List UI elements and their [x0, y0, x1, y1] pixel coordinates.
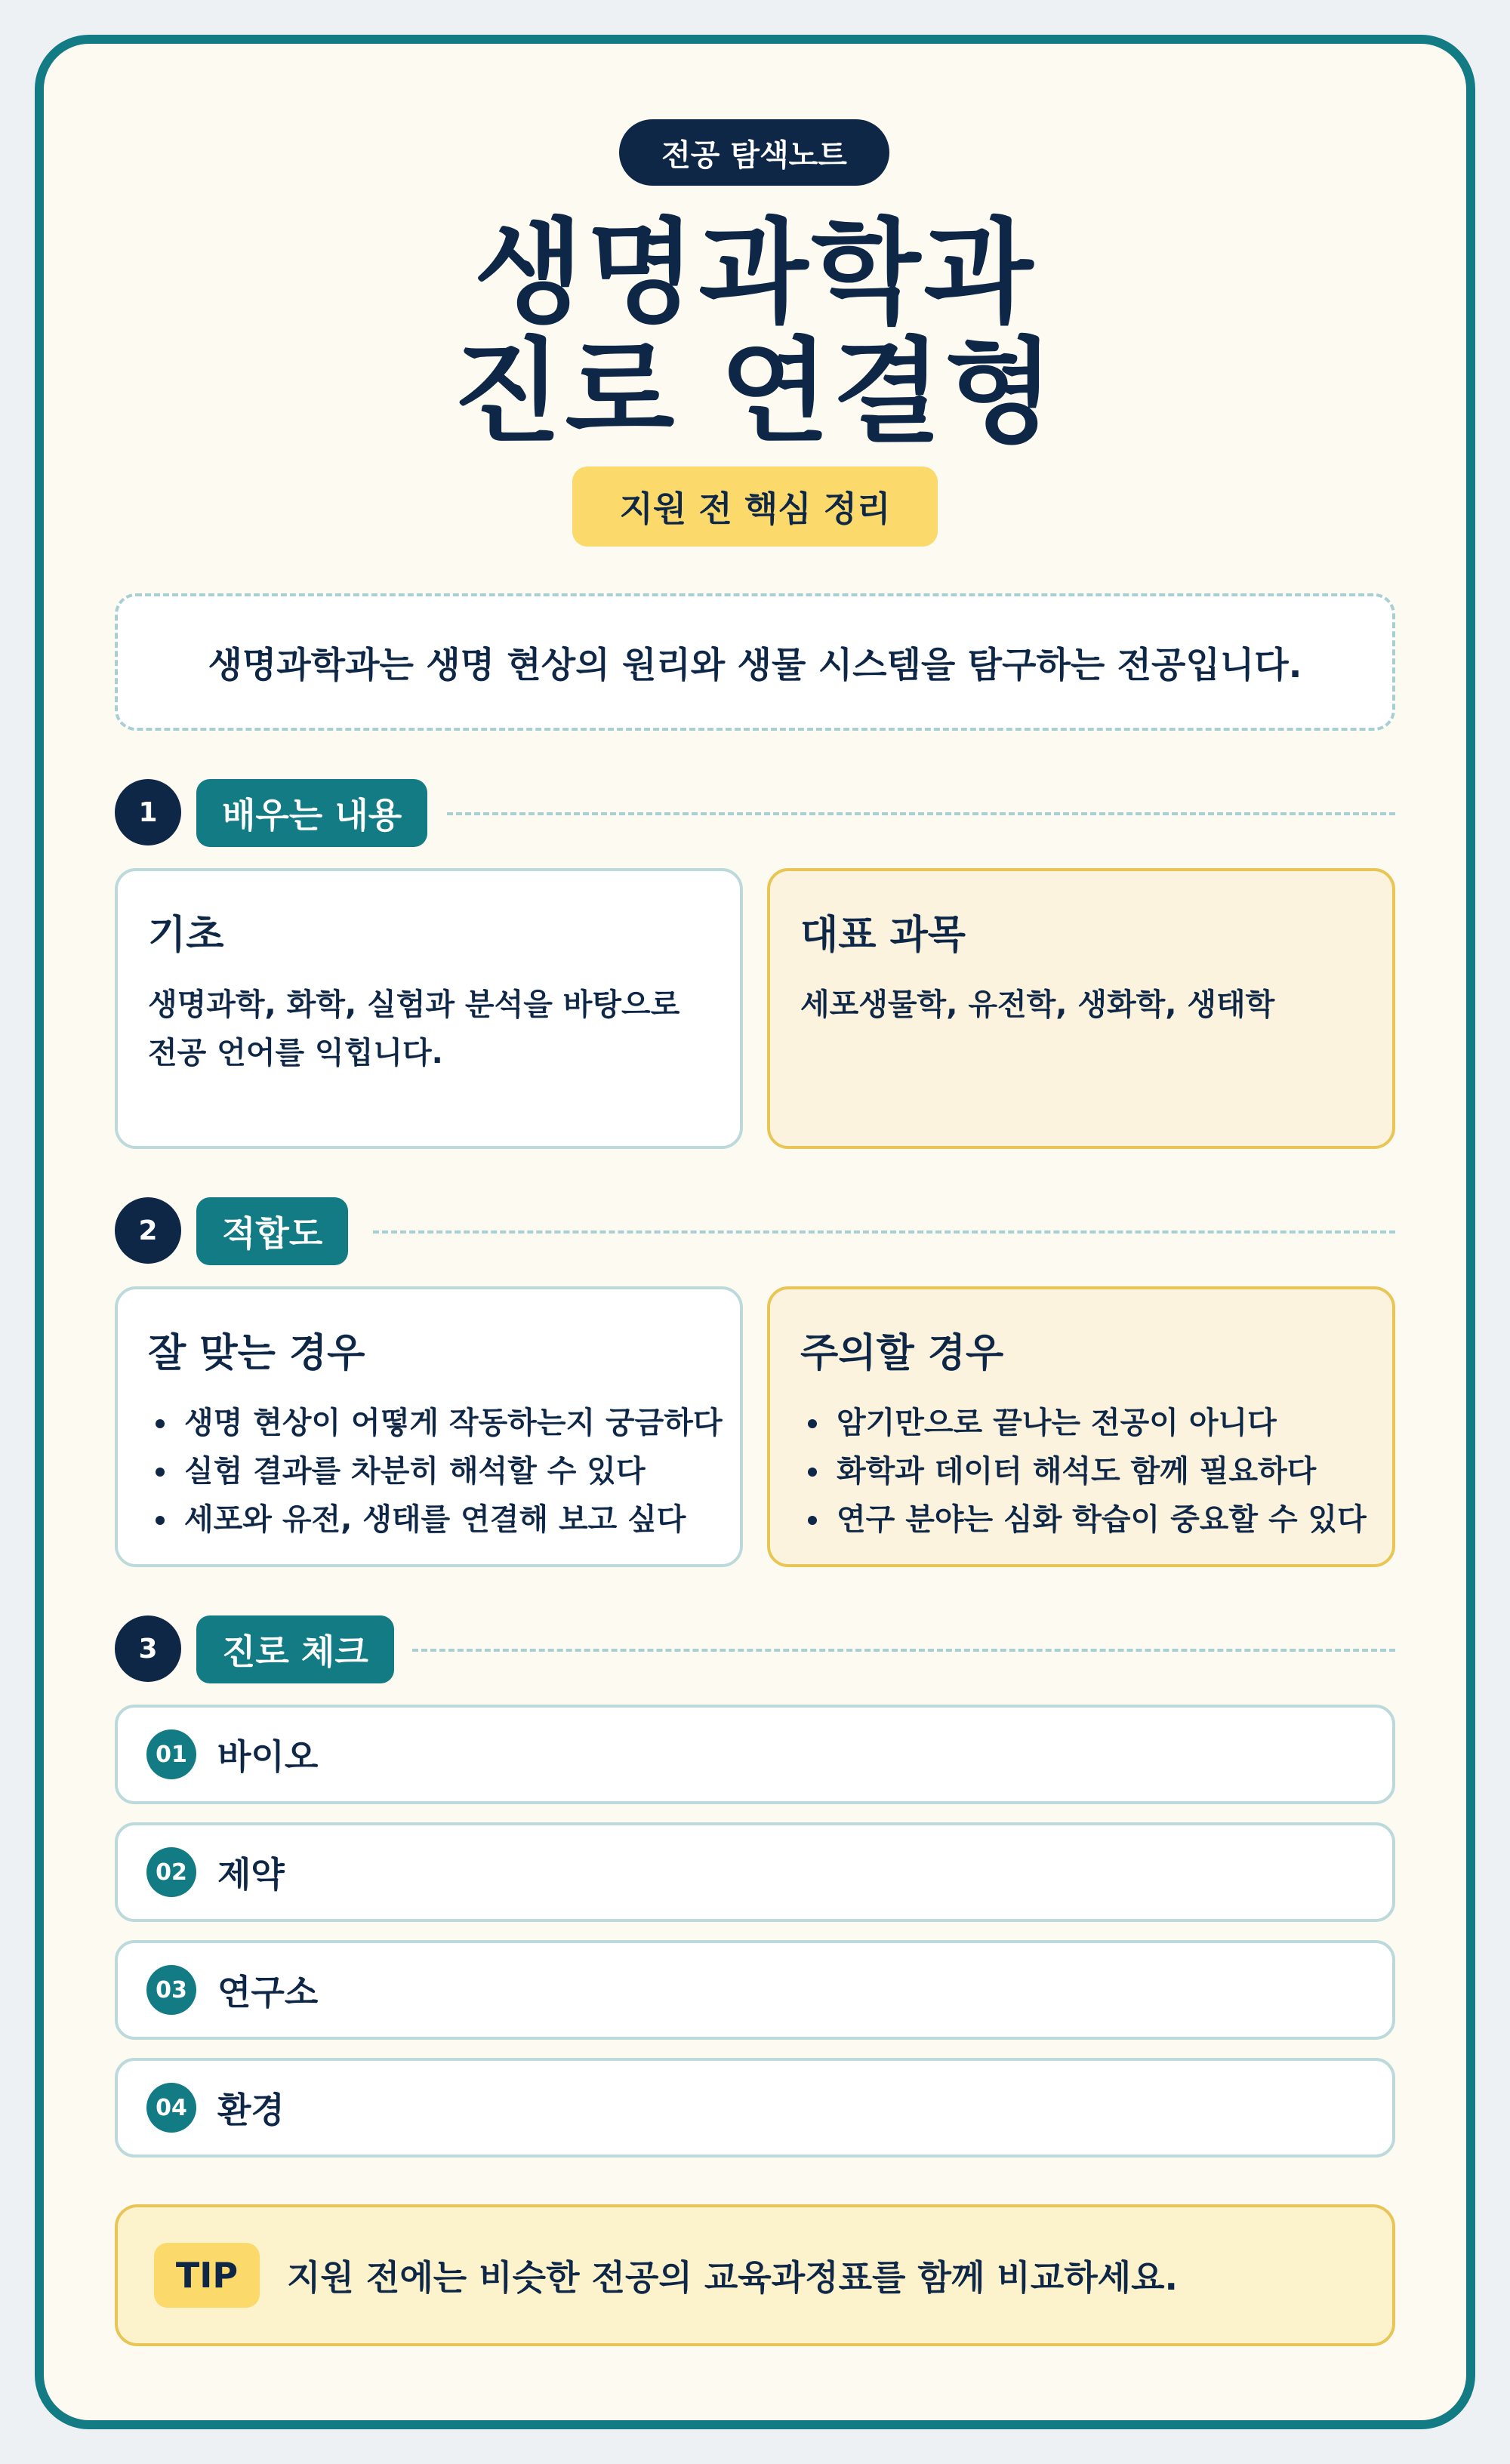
career-label: 연구소 — [217, 1972, 319, 2013]
page-title-line1: 생명과학과 — [473, 208, 1037, 339]
tip-text: 지원 전에는 비슷한 전공의 교육과정표를 함께 비교하세요. — [287, 2257, 1179, 2298]
courses-title: 대표 과목 — [800, 913, 966, 958]
subtitle-badge: 지원 전 핵심 정리 — [572, 467, 938, 547]
courses-body: 세포생물학, 유전학, 생화학, 생태학 — [800, 987, 1275, 1022]
section-number-2: 2 — [115, 1197, 181, 1264]
section-label-learn: 배우는 내용 — [196, 779, 427, 847]
header-badge: 전공 탐색노트 — [619, 119, 889, 186]
basics-title: 기초 — [148, 913, 224, 958]
section-label-fit: 적합도 — [196, 1197, 348, 1265]
caution-title: 주의할 경우 — [800, 1331, 1004, 1376]
list-item: 세포와 유전, 생태를 연결해 보고 싶다 — [148, 1495, 710, 1544]
section-divider — [447, 812, 1395, 815]
section-divider — [373, 1230, 1395, 1234]
career-label: 제약 — [217, 1854, 285, 1895]
tip-badge: TIP — [154, 2243, 260, 2308]
good-fit-list — [148, 1399, 723, 1544]
career-item-bio — [115, 1705, 1395, 1804]
career-label: 바이오 — [217, 1736, 319, 1777]
courses-card — [767, 868, 1395, 1149]
career-label: 환경 — [217, 2090, 285, 2130]
tip-box — [115, 2204, 1395, 2346]
good-fit-title: 잘 맞는 경우 — [148, 1331, 365, 1376]
section-divider — [412, 1649, 1395, 1652]
list-item: 암기만으로 끝나는 전공이 아니다 — [800, 1399, 1362, 1447]
section-label-career: 진로 체크 — [196, 1615, 394, 1683]
career-number: 01 — [146, 1729, 196, 1779]
career-item-lab — [115, 1940, 1395, 2040]
list-item: 화학과 데이터 해석도 함께 필요하다 — [800, 1447, 1362, 1495]
good-fit-card — [115, 1286, 743, 1567]
basics-body: 생명과학, 화학, 실험과 분석을 바탕으로 전공 언어를 익힙니다. — [148, 987, 680, 1070]
list-item: 생명 현상이 어떻게 작동하는지 궁금하다 — [148, 1399, 710, 1447]
caution-card — [767, 1286, 1395, 1567]
section-number-1: 1 — [115, 779, 181, 845]
intro-box: 생명과학과는 생명 현상의 원리와 생물 시스템을 탐구하는 전공입니다. — [115, 593, 1395, 731]
list-item: 연구 분야는 심화 학습이 중요할 수 있다 — [800, 1495, 1362, 1544]
page-title-line2: 진로 연결형 — [452, 327, 1058, 458]
career-item-pharma — [115, 1822, 1395, 1922]
list-item: 실험 결과를 차분히 해석할 수 있다 — [148, 1447, 710, 1495]
caution-list — [800, 1399, 1367, 1544]
career-item-environment — [115, 2058, 1395, 2158]
career-number: 02 — [146, 1847, 196, 1897]
career-number: 03 — [146, 1965, 196, 2015]
section-number-3: 3 — [115, 1615, 181, 1682]
basics-card — [115, 868, 743, 1149]
career-number: 04 — [146, 2083, 196, 2133]
